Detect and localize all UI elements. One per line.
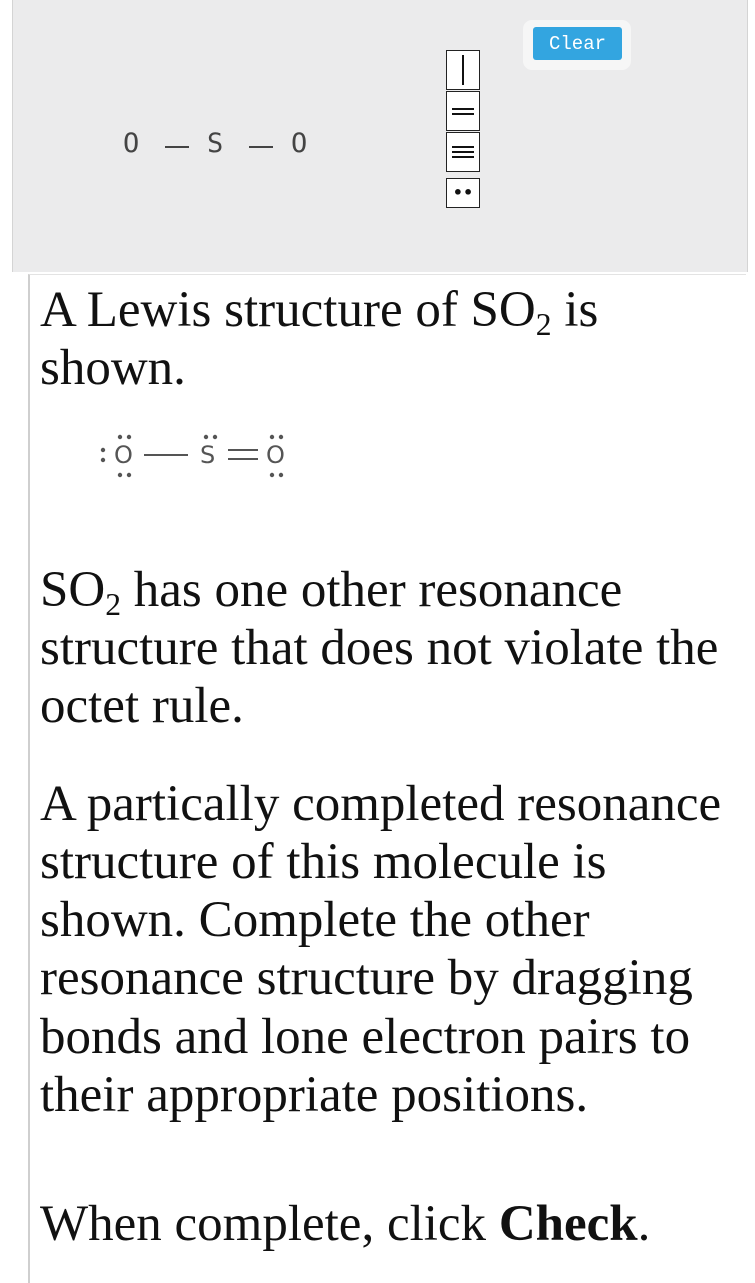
bond-single-right[interactable]: [249, 146, 273, 148]
bond-single-left[interactable]: [165, 146, 189, 148]
bond-palette: [446, 50, 480, 210]
lewis-left-oxygen: O: [114, 441, 133, 469]
single-bond-icon: [462, 55, 464, 85]
lewis-sulfur: S: [200, 441, 216, 469]
atom-sulfur[interactable]: S: [207, 128, 224, 159]
lone-pair-icon: ••: [452, 183, 474, 202]
single-bond-tool[interactable]: [446, 50, 480, 90]
triple-bond-tool[interactable]: [446, 132, 480, 172]
atom-oxygen-right[interactable]: O: [291, 128, 308, 159]
check-instruction: When complete, click Check.: [40, 1196, 651, 1252]
lewis-right-oxygen: O: [266, 441, 285, 469]
triple-bond-icon: [452, 146, 474, 158]
double-bond-icon: [452, 108, 474, 115]
resonance-statement: $SO_2$ has one other resonance structure that does not violate the octet rule.: [40, 562, 719, 735]
lone-pair-tool[interactable]: [446, 178, 480, 208]
lewis-structure-diagram: [96, 425, 326, 487]
instructions: A partically completed resonance structure of this molecule is shown. Complete the other resonance structure by dragging bonds and lone electron pairs to their appropriate positions.: [40, 776, 722, 1123]
sketch-canvas[interactable]: [12, 0, 748, 272]
atom-oxygen-left[interactable]: O: [123, 128, 140, 159]
check-keyword: Check: [498, 1196, 638, 1252]
question-intro: A Lewis structure of $SO_2$ is shown.: [40, 282, 599, 397]
double-bond-tool[interactable]: [446, 91, 480, 131]
clear-button[interactable]: Clear: [533, 27, 622, 60]
question-panel: [28, 274, 746, 1283]
clear-button-container: [523, 20, 631, 70]
